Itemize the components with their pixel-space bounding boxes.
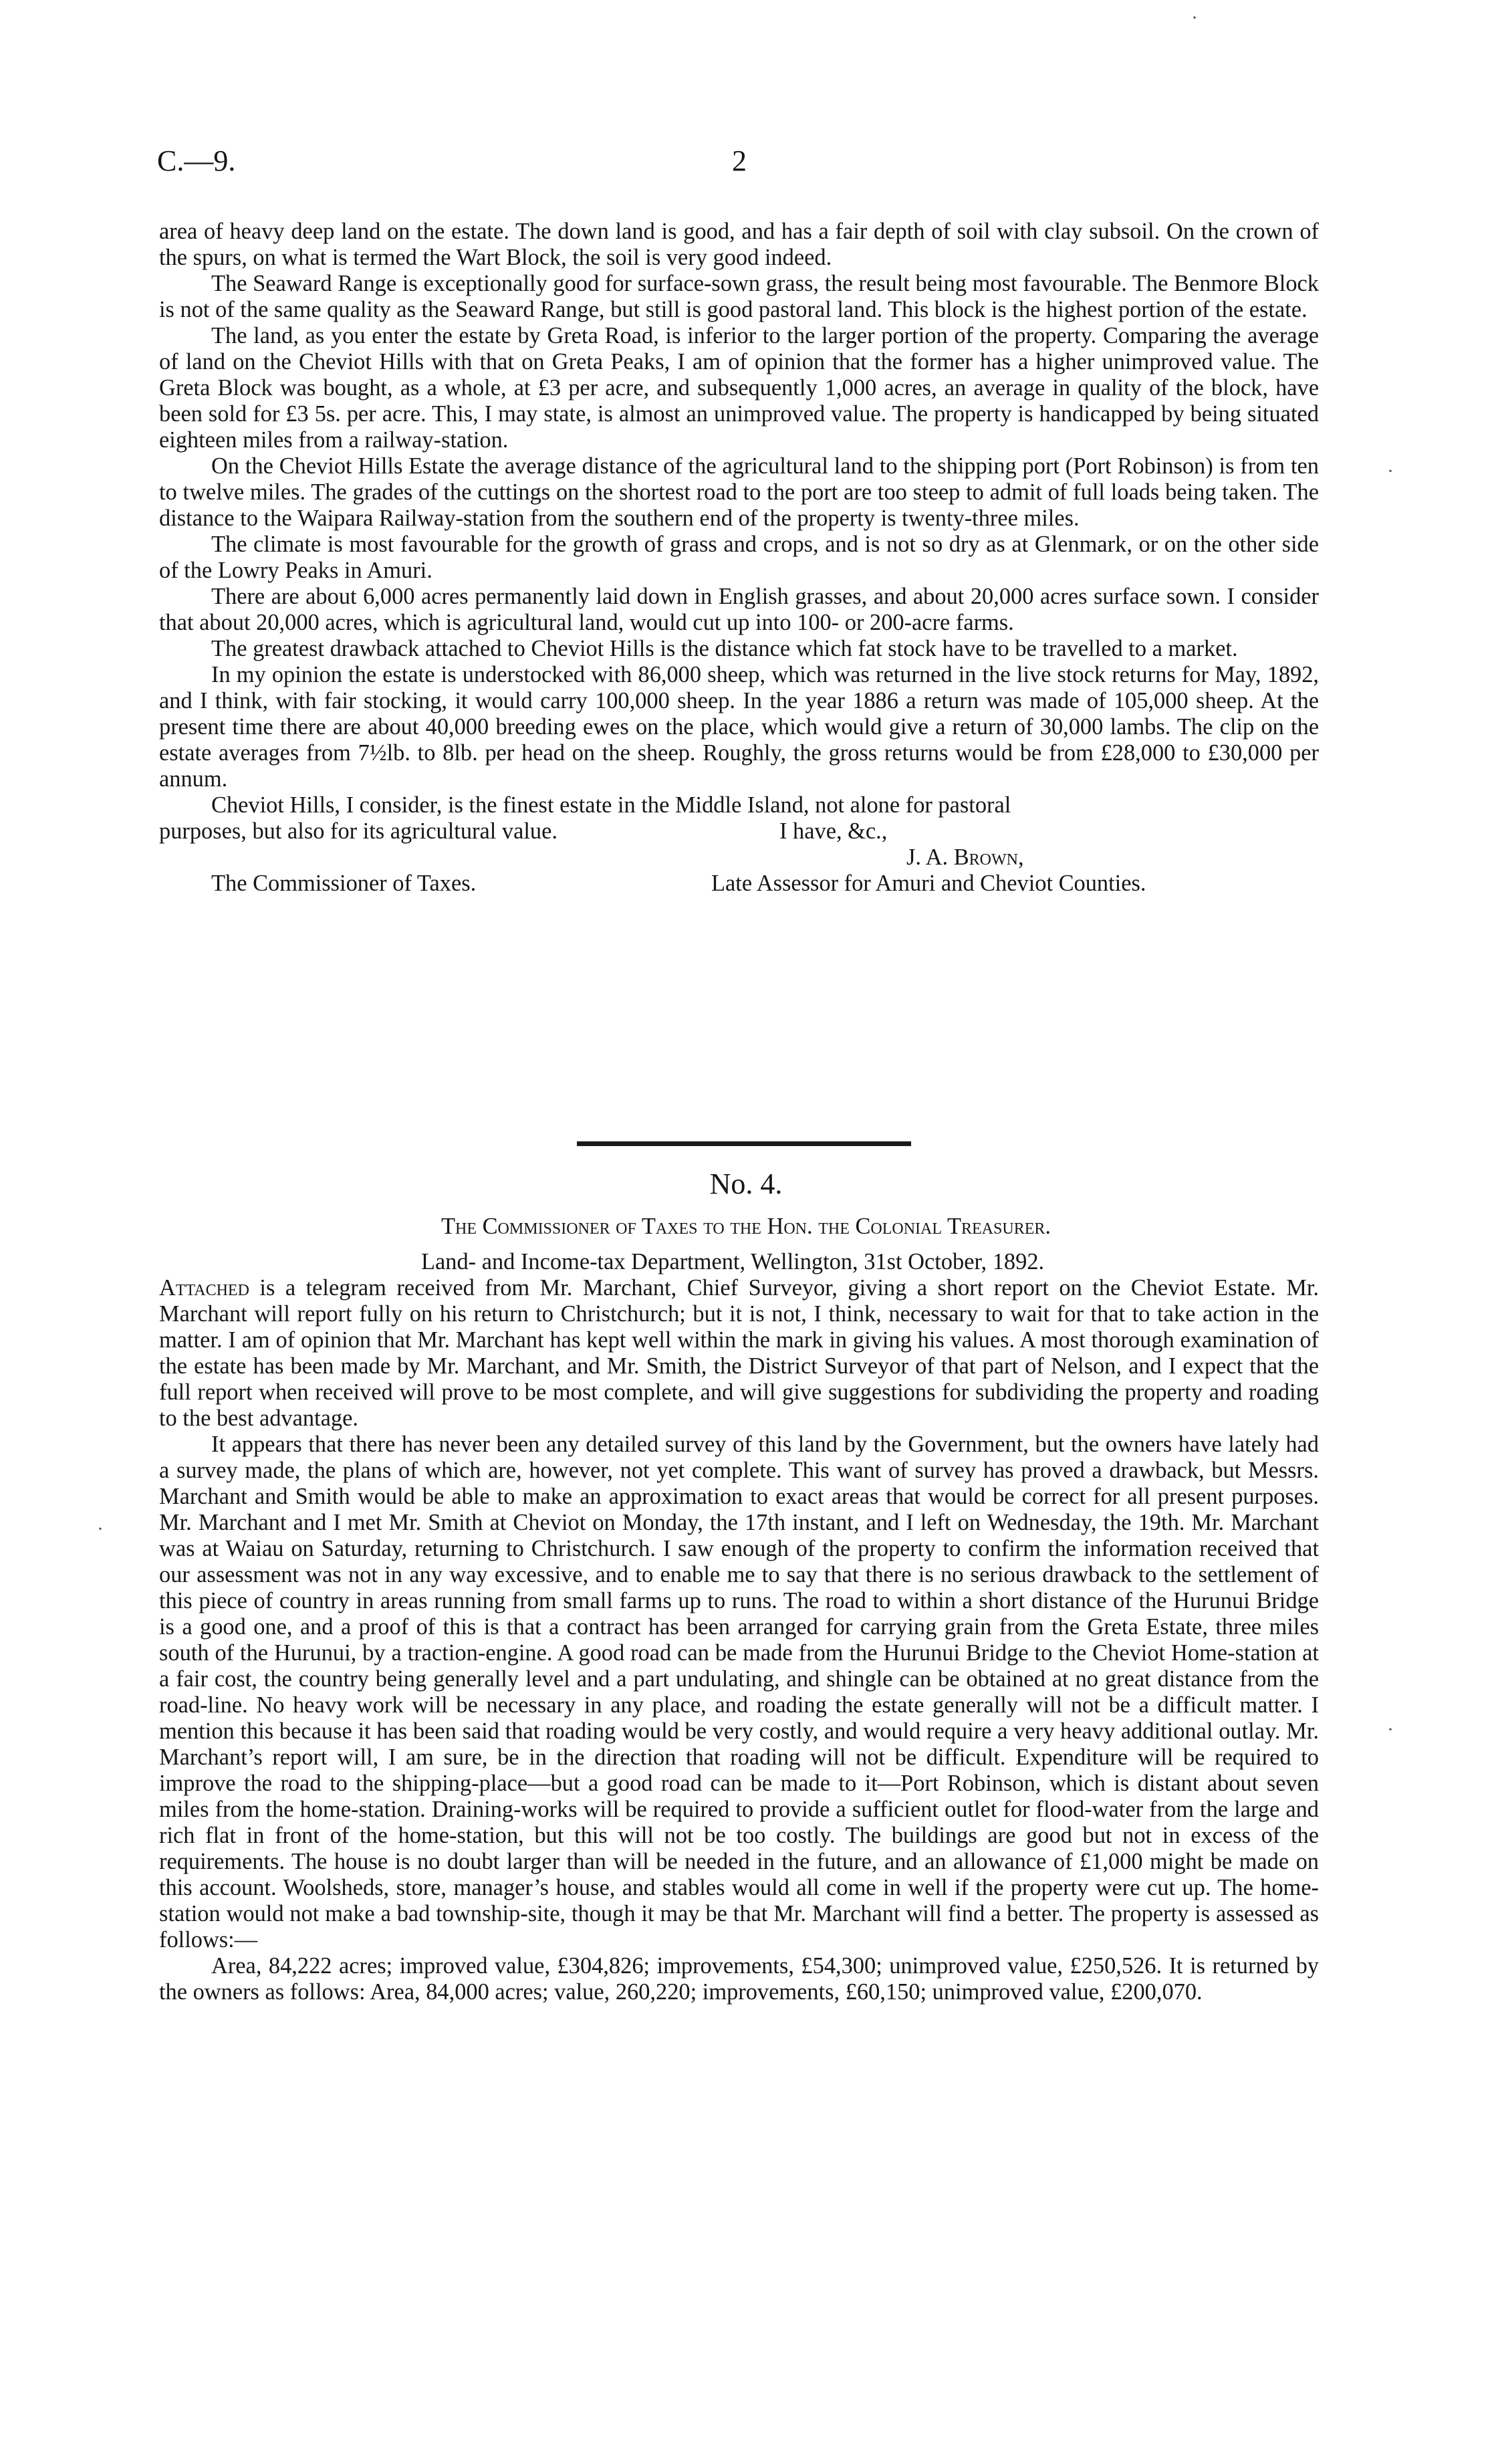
section-divider (577, 1141, 911, 1146)
page-number: 2 (732, 144, 747, 177)
paragraph: The Seaward Range is exceptionally good for surface-sown grass, the result being most favourable. The Benmore Block is not of the same quality as the Seaward Range, but still is good pastoral land. This block is the highest portion of the estate. (159, 271, 1319, 322)
valediction: I have, &c., (779, 818, 888, 844)
paragraph: area of heavy deep land on the estate. The down land is good, and has a fair depth of soil with clay subsoil. On the crown of the spurs, on what is termed the Wart Block, the soil is very good indeed. (159, 219, 1319, 270)
paper-reference: C.—9. (157, 144, 236, 177)
paragraph: Cheviot Hills, I consider, is the finest estate in the Middle Island, not alone for pastoral (211, 792, 1011, 818)
paragraph: The land, as you enter the estate by Greta Road, is inferior to the larger portion of the property. Comparing the average of land on the Cheviot Hills with that on Greta Peaks, I am of opinion that the former has a higher unimproved value. The Greta Block was bought, as a whole, at £3 per acre, and subsequently 1,000 acres, an average in quality of the block, have been sold for £3 5s. per acre. This, I may state, is almost an unimproved value. The property is handicapped by being situated eighteen miles from a railway-station. (159, 323, 1319, 453)
paragraph: There are about 6,000 acres permanently laid down in English grasses, and about 20,000 acres surface sown. I consider that about 20,000 acres, which is agricultural land, would cut up into 100- or 200-acre farms. (159, 584, 1319, 635)
paragraph: In my opinion the estate is understocked with 86,000 sheep, which was returned in the live stock returns for May, 1892, and I think, with fair stocking, it would carry 100,000 sheep. In the year 1886 a return was made of 105,000 sheep. At the present time there are about 40,000 breeding ewes on the place, which would give a return of 30,000 lambs. The clip on the estate averages from 7½lb. to 8lb. per head on the sheep. Roughly, the gross returns would be from £28,000 to £30,000 per annum. (159, 662, 1319, 792)
addressee-row (159, 871, 1319, 897)
margin-speck: · (97, 1518, 104, 1540)
paragraph (159, 1275, 1319, 1432)
closing-row (159, 818, 1319, 845)
paragraph: Area, 84,222 acres; improved value, £304,826; improvements, £54,300; unimproved value, £250,526. It is returned by the owners as follows: Area, 84,000 acres; value, 260,220; improvements, £60,150; unimproved value, £200,070. (159, 1953, 1319, 2005)
paragraph-text: is a telegram received from Mr. Marchant, Chief Surveyor, giving a short report on the Cheviot Estate. Mr. Marchant will report fully on his return to Christchurch; but it is not, I think, necessary to wait for that to take action in the matter. I am of opinion that Mr. Marchant has kept well within the mark in giving his values. A most thorough examination of the estate has been made by Mr. Marchant, and Mr. Smith, the District Surveyor of that part of Nelson, and I expect that the full report when received will prove to be most complete, and will give suggestions for subdividing the property and roading to the best advantage. (159, 1275, 1319, 1431)
signature-title: Late Assessor for Amuri and Cheviot Counties. (711, 871, 1146, 896)
signature: J. A. Brown, (906, 845, 1024, 870)
dateline: Land- and Income-tax Department, Wellington, 31st October, 1892. (421, 1249, 1045, 1274)
paragraph: It appears that there has never been any detailed survey of this land by the Government, but the owners have lately had a survey made, the plans of which are, however, not yet complete. This want of survey has proved a drawback, but Messrs. Marchant and Smith would be able to make an approximation to exact areas that would be correct for all present purposes. Mr. Marchant and I met Mr. Smith at Cheviot on Monday, the 17th instant, and I left on Wednesday, the 19th. Mr. Marchant was at Waiau on Saturday, returning to Christchurch. I saw enough of the property to confirm the information received that our assessment was not in any way excessive, and to enable me to say that there is no serious drawback to the settlement of this piece of country in areas running from small farms up to runs. The road to within a short distance of the Hurunui Bridge is a good one, and a proof of this is that a contract has been arranged for carrying grain from the Greta Estate, three miles south of the Hurunui, by a traction-engine. A good road can be made from the Hurunui Bridge to the Cheviot Home-station at a fair cost, the country being generally level and a part undulating, and shingle can be obtained at no great distance from the road-line. No heavy work will be necessary in any place, and roading the estate generally will not be a difficult matter. I mention this because it has been said that roading would be very costly, and would require a very heavy additional outlay. Mr. Marchant’s report will, I am sure, be in the direction that roading will not be difficult. Expenditure will be required to improve the road to the shipping-place—but a good road can be made to it—Port Robinson, which is distant about seven miles from the home-station. Draining-works will be required to provide a sufficient outlet for flood-water from the large and rich flat in front of the home-station, but this will not be too costly. The buildings are good but not in excess of the requirements. The house is no doubt larger than will be needed in the future, and an allowance of £1,000 might be made on this account. Woolsheds, store, manager’s house, and stables would all come in well if the property were cut up. The home-station would not make a bad township-site, though it may be that Mr. Marchant will find a better. The property is assessed as follows:— (159, 1432, 1319, 1952)
paragraph: The climate is most favourable for the growth of grass and crops, and is not so dry as at Glenmark, or on the other side of the Lowry Peaks in Amuri. (159, 532, 1319, 583)
letter-body (159, 219, 1319, 897)
lead-word: Attached (159, 1275, 249, 1301)
signature-row (159, 845, 1319, 871)
memo-body (159, 1275, 1319, 2005)
margin-speck: · (1387, 1718, 1394, 1741)
closing-text: purposes, but also for its agricultural value. (159, 818, 557, 844)
section-title: No. 4. (709, 1167, 783, 1200)
addressee: The Commissioner of Taxes. (211, 871, 477, 896)
page-header (157, 144, 1327, 191)
paragraph: The greatest drawback attached to Cheviot Hills is the distance which fat stock have to be travelled to a market. (211, 636, 1238, 661)
paragraph: On the Cheviot Hills Estate the average distance of the agricultural land to the shipping port (Port Robinson) is from ten to twelve miles. The grades of the cuttings on the shortest road to the port are too steep to admit of full loads being taken. The distance to the Waipara Railway-station from the southern end of the property is twenty-three miles. (159, 453, 1319, 531)
margin-speck: · (1191, 7, 1198, 29)
memo-heading: The Commissioner of Taxes to the Hon. the Colonial Treasurer. (441, 1214, 1051, 1239)
margin-speck: · (1387, 460, 1394, 482)
